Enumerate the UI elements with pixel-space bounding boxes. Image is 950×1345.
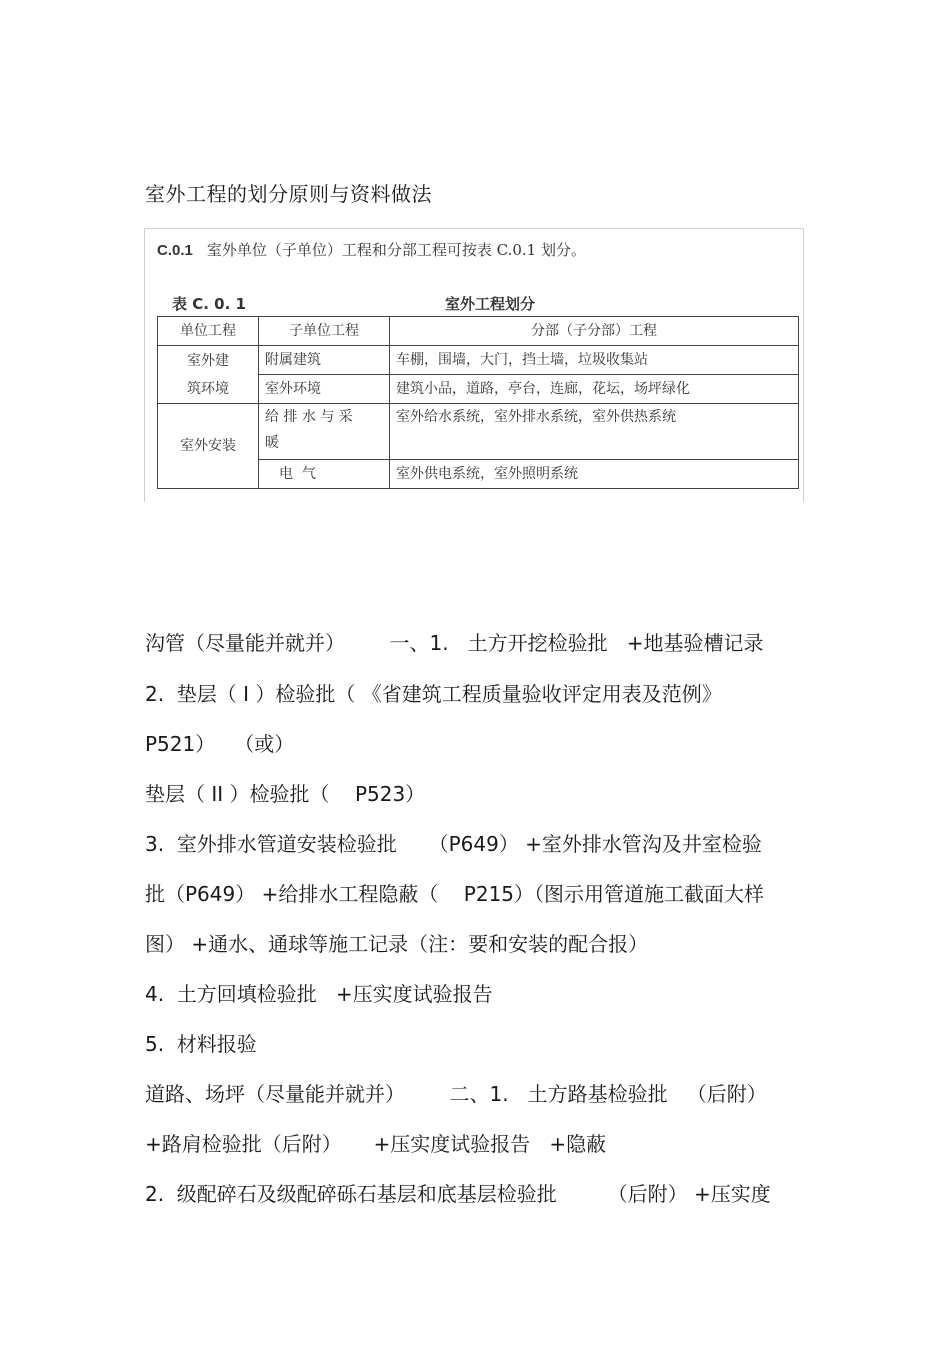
subunit-line: 暖 <box>265 435 279 451</box>
unit-cell <box>158 346 259 404</box>
division-table <box>157 316 799 489</box>
body-line: 批（P649） +给排水工程隐蔽（ P215）（图示用管道施工截面大样 <box>145 882 765 906</box>
parts-cell: 室外给水系统，室外排水系统，室外供热系统 <box>390 404 799 460</box>
subunit-cell: 附属建筑 <box>259 346 390 375</box>
table-row <box>158 404 799 460</box>
unit-line: 室外建 <box>187 352 229 369</box>
table-row <box>158 346 799 375</box>
parts-cell: 建筑小品，道路，亭台，连廊，花坛，场坪绿化 <box>390 375 799 404</box>
document-title: 室外工程的划分原则与资料做法 <box>145 182 432 206</box>
clause-line <box>157 239 586 260</box>
body-line: 2. 级配碎石及级配碎砾石基层和底基层检验批 （后附） +压实度 <box>145 1182 771 1206</box>
body-line: P521） （或） <box>145 732 295 756</box>
body-line: 图） +通水、通球等施工记录（注：要和安装的配合报） <box>145 932 649 956</box>
clause-number: C.0.1 <box>157 242 193 259</box>
parts-cell: 室外供电系统，室外照明系统 <box>390 460 799 489</box>
body-line: 5. 材料报验 <box>145 1032 257 1056</box>
division-table-figure <box>144 228 804 502</box>
table-header-row <box>158 317 799 346</box>
header-subunit: 子单位工程 <box>259 317 390 346</box>
body-line: 沟管（尽量能并就并） 一、1. 土方开挖检验批 +地基验槽记录 <box>145 631 764 655</box>
subunit-cell: 室外环境 <box>259 375 390 404</box>
subunit-cell <box>259 404 390 460</box>
table-title: 室外工程划分 <box>445 295 536 313</box>
clause-text: 室外单位（子单位）工程和分部工程可按表 C.0.1 划分。 <box>206 241 586 259</box>
table-number: 表 C. 0. 1 <box>172 295 246 313</box>
body-line: 4. 土方回填检验批 +压实度试验报告 <box>145 982 493 1006</box>
subunit-cell: 电 气 <box>259 460 390 489</box>
header-unit: 单位工程 <box>158 317 259 346</box>
body-line: +路肩检验批（后附） +压实度试验报告 +隐蔽 <box>145 1132 607 1156</box>
body-line: 垫层（ II ）检验批（ P523） <box>145 782 426 806</box>
parts-cell: 车棚，围墙，大门，挡土墙，垃圾收集站 <box>390 346 799 375</box>
body-line: 3. 室外排水管道安装检验批 （P649） +室外排水管沟及井室检验 <box>145 832 762 856</box>
body-line: 2. 垫层（ I ）检验批（ 《省建筑工程质量验收评定用表及范例》 <box>145 682 722 706</box>
body-line: 道路、场坪（尽量能并就并） 二、1. 土方路基检验批 （后附） <box>145 1082 767 1106</box>
subunit-line: 给 排 水 与 采 <box>265 409 353 425</box>
unit-cell: 室外安装 <box>158 404 259 489</box>
unit-line: 筑环境 <box>187 380 229 397</box>
header-parts: 分部（子分部）工程 <box>390 317 799 346</box>
